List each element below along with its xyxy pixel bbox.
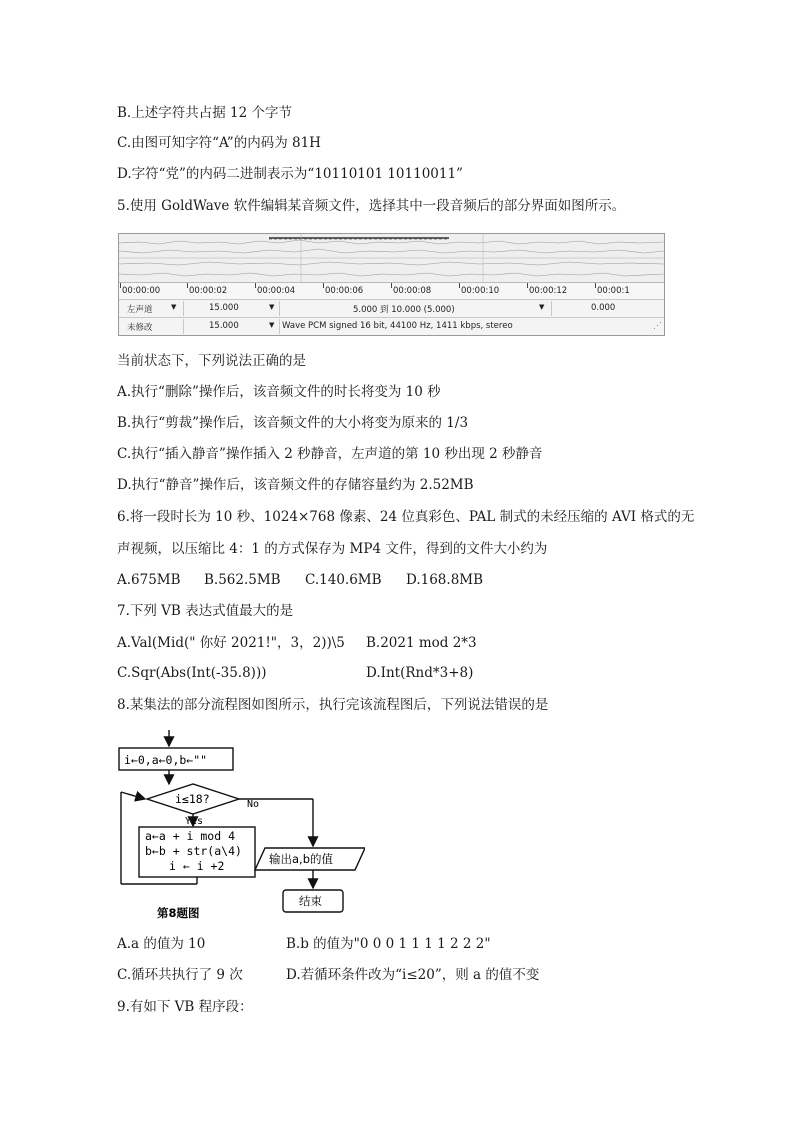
- channel-select[interactable]: 左声道: [127, 305, 153, 315]
- timeline-label: 00:00:06: [325, 286, 364, 296]
- timeline-label: 00:00:12: [529, 286, 568, 296]
- q4-option-c: C.由图可知字符“A”的内码为 81H: [117, 135, 321, 151]
- q5-prompt: 当前状态下，下列说法正确的是: [117, 353, 306, 369]
- status-row-channel: [119, 299, 664, 317]
- timeline-label: 00:00:1: [597, 286, 630, 296]
- status-row-format: [119, 317, 664, 335]
- timeline-label: 00:00:04: [257, 286, 296, 296]
- yes-label: Yes: [185, 816, 204, 827]
- q8-option-c: C.循环共执行了 9 次: [117, 967, 243, 983]
- q5-option-c: C.执行“插入静音”操作插入 2 秒静音，左声道的第 10 秒出现 2 秒静音: [117, 446, 543, 462]
- q6-stem-line1: 6.将一段时长为 10 秒、1024×768 像素、24 位真彩色、PAL 制式的未经压缩的 AVI 格式的无: [117, 509, 695, 525]
- q6-option-d: D.168.8MB: [406, 572, 484, 588]
- q7-option-b: B.2021 mod 2*3: [366, 635, 477, 651]
- q7-option-c: C.Sqr(Abs(Int(-35.8))): [117, 665, 267, 681]
- condition-text: i≤18?: [175, 792, 210, 806]
- timeline-label: 00:00:02: [189, 286, 228, 296]
- chevron-down-icon[interactable]: ▼: [269, 303, 275, 311]
- resize-grip-icon[interactable]: ⋰: [653, 321, 662, 331]
- timeline-label: 00:00:08: [393, 286, 432, 296]
- chevron-down-icon[interactable]: ▼: [269, 321, 275, 329]
- modified-status: 未修改: [127, 323, 153, 333]
- end-text: 结束: [299, 894, 322, 908]
- no-label: No: [247, 799, 260, 810]
- goldwave-screenshot: [118, 233, 665, 336]
- timeline-ruler: [119, 282, 664, 299]
- q4-option-d: D.字符“党”的内码二进制表示为“10110101 10110011”: [117, 166, 463, 182]
- q9-stem: 9.有如下 VB 程序段：: [117, 999, 253, 1015]
- q7-stem: 7.下列 VB 表达式值最大的是: [117, 603, 294, 619]
- output-text: 输出a,b的值: [269, 852, 334, 866]
- q5-option-a: A.执行“删除”操作后，该音频文件的时长将变为 10 秒: [117, 384, 441, 400]
- q5-option-d: D.执行“静音”操作后，该音频文件的存储容量约为 2.52MB: [117, 477, 474, 493]
- figure-caption: 第8题图: [157, 906, 200, 920]
- q5-stem: 5.使用 GoldWave 软件编辑某音频文件，选择其中一段音频后的部分界面如图所示。: [117, 198, 626, 214]
- q7-option-a: A.Val(Mid(" 你好 2021!"，3，2))\5: [117, 635, 345, 651]
- selection-range: 5.000 到 10.000 (5.000): [353, 305, 455, 315]
- body-line: b←b + str(a\4): [145, 844, 242, 858]
- cursor-position: 0.000: [591, 303, 616, 313]
- q8-stem: 8.某集法的部分流程图如图所示，执行完该流程图后，下列说法错误的是: [117, 697, 549, 713]
- q5-option-b: B.执行“剪裁”操作后，该音频文件的大小将变为原来的 1/3: [117, 415, 469, 431]
- file-length: 15.000: [209, 303, 239, 313]
- chevron-down-icon[interactable]: ▼: [539, 303, 545, 311]
- q8-option-d: D.若循环条件改为“i≤20”，则 a 的值不变: [286, 967, 540, 983]
- audio-format: Wave PCM signed 16 bit, 44100 Hz, 1411 kbps, stereo: [282, 321, 513, 331]
- timeline-label: 00:00:10: [461, 286, 500, 296]
- q8-option-b: B.b 的值为"0 0 0 1 1 1 1 2 2 2": [286, 936, 491, 952]
- chevron-down-icon[interactable]: ▼: [171, 303, 177, 311]
- flowchart: [115, 728, 365, 924]
- q7-option-d: D.Int(Rnd*3+8): [366, 665, 474, 681]
- q6-stem-line2: 声视频，以压缩比 4：1 的方式保存为 MP4 文件，得到的文件大小约为: [117, 541, 548, 557]
- timeline-label: 00:00:00: [122, 286, 161, 296]
- q6-option-a: A.675MB: [117, 572, 181, 588]
- waveform: [119, 234, 664, 282]
- q6-option-c: C.140.6MB: [305, 572, 382, 588]
- q6-option-b: B.562.5MB: [204, 572, 281, 588]
- init-text: i←0,a←0,b←"": [124, 753, 208, 767]
- q8-option-a: A.a 的值为 10: [117, 936, 206, 952]
- body-line: a←a + i mod 4: [145, 829, 236, 843]
- body-line: i ← i +2: [169, 859, 225, 873]
- file-length: 15.000: [209, 321, 239, 331]
- q4-option-b: B.上述字符共占据 12 个字节: [117, 105, 292, 121]
